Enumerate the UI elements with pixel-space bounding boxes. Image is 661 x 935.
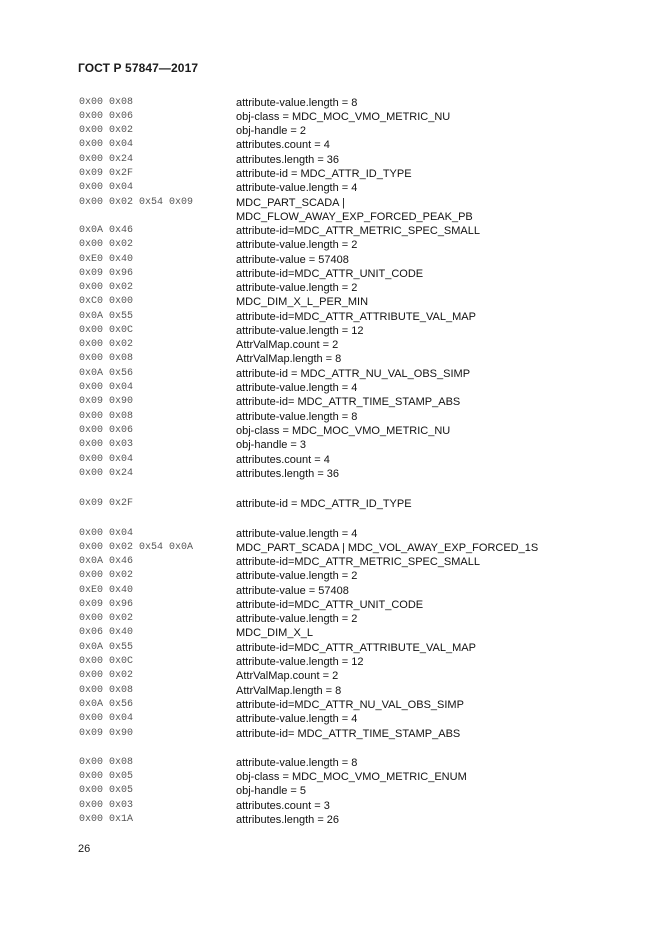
- table-row: [0, 181, 661, 195]
- field-description: obj-handle = 3: [236, 439, 307, 451]
- field-description: obj-handle = 5: [236, 785, 307, 797]
- table-row: [0, 669, 661, 683]
- hex-bytes: 0x00 0x08: [79, 685, 134, 696]
- table-row: [0, 138, 661, 152]
- table-row: [0, 153, 661, 167]
- table-row: [0, 210, 661, 224]
- hex-bytes: 0x0A 0x55: [79, 311, 134, 322]
- hex-bytes: 0x00 0x02: [79, 239, 134, 250]
- field-description: attribute-value.length = 2: [236, 239, 358, 251]
- table-row: [0, 338, 661, 352]
- field-description: attribute-value.length = 4: [236, 382, 358, 394]
- hex-bytes: 0xE0 0x40: [79, 585, 134, 596]
- table-row: [0, 555, 661, 569]
- field-description: attribute-value.length = 8: [236, 97, 358, 109]
- field-description: attributes.count = 4: [236, 454, 330, 466]
- table-row: [0, 584, 661, 598]
- field-description: AttrValMap.count = 2: [236, 339, 339, 351]
- hex-bytes: 0x00 0x06: [79, 111, 134, 122]
- table-row: [0, 727, 661, 741]
- hex-bytes: 0x00 0x0C: [79, 325, 134, 336]
- hex-bytes: 0x00 0x02: [79, 339, 134, 350]
- field-description: AttrValMap.count = 2: [236, 670, 339, 682]
- field-description: attribute-id= MDC_ATTR_TIME_STAMP_ABS: [236, 728, 461, 740]
- field-description: MDC_DIM_X_L_PER_MIN: [236, 296, 369, 308]
- hex-bytes: 0x09 0x90: [79, 728, 134, 739]
- hex-bytes: 0x09 0x2F: [79, 168, 134, 179]
- field-description: MDC_PART_SCADA |: [236, 197, 345, 209]
- field-description: AttrValMap.length = 8: [236, 353, 342, 365]
- hex-bytes: 0x00 0x04: [79, 382, 134, 393]
- field-description: obj-class = MDC_MOC_VMO_METRIC_NU: [236, 111, 451, 123]
- hex-bytes: 0x00 0x04: [79, 182, 134, 193]
- field-description: attribute-id=MDC_ATTR_ATTRIBUTE_VAL_MAP: [236, 642, 476, 654]
- table-row: [0, 799, 661, 813]
- table-row: [0, 569, 661, 583]
- table-row: [0, 167, 661, 181]
- field-description: attribute-value.length = 2: [236, 613, 358, 625]
- field-description: attribute-value.length = 2: [236, 282, 358, 294]
- table-row: [0, 196, 661, 210]
- table-row: [0, 381, 661, 395]
- table-row: [0, 367, 661, 381]
- table-row: [0, 684, 661, 698]
- field-description: attribute-id= MDC_ATTR_TIME_STAMP_ABS: [236, 396, 461, 408]
- hex-bytes: 0x00 0x04: [79, 713, 134, 724]
- hex-bytes: 0x00 0x24: [79, 154, 134, 165]
- field-description: attribute-id=MDC_ATTR_METRIC_SPEC_SMALL: [236, 556, 481, 568]
- hex-bytes: 0x00 0x03: [79, 439, 134, 450]
- hex-bytes: 0x00 0x24: [79, 468, 134, 479]
- hex-bytes: 0x00 0x08: [79, 411, 134, 422]
- hex-bytes: 0x00 0x05: [79, 785, 134, 796]
- hex-bytes: 0x00 0x02: [79, 670, 134, 681]
- table-row: [0, 424, 661, 438]
- field-description: attribute-value.length = 8: [236, 411, 358, 423]
- hex-bytes: 0x00 0x05: [79, 771, 134, 782]
- field-description: obj-handle = 2: [236, 125, 307, 137]
- table-row: [0, 497, 661, 511]
- hex-bytes: 0x0A 0x56: [79, 368, 134, 379]
- field-description: attribute-value = 57408: [236, 254, 349, 266]
- table-row: [0, 612, 661, 626]
- hex-bytes: 0x00 0x08: [79, 757, 134, 768]
- table-row: [0, 655, 661, 669]
- table-row: [0, 295, 661, 309]
- hex-bytes: 0x0A 0x55: [79, 642, 134, 653]
- hex-bytes: 0x00 0x02: [79, 613, 134, 624]
- field-description: MDC_DIM_X_L: [236, 627, 314, 639]
- hex-bytes: 0xE0 0x40: [79, 254, 134, 265]
- table-row: [0, 541, 661, 555]
- hex-bytes: 0x0A 0x46: [79, 556, 134, 567]
- field-description: attribute-value.length = 2: [236, 570, 358, 582]
- hex-bytes: 0x00 0x02: [79, 125, 134, 136]
- field-description: attributes.count = 3: [236, 800, 330, 812]
- table-row: [0, 598, 661, 612]
- hex-bytes: 0x00 0x02 0x54 0x0A: [79, 542, 194, 553]
- field-description: attribute-value = 57408: [236, 585, 349, 597]
- hex-bytes: 0x09 0x96: [79, 599, 134, 610]
- table-row: [0, 310, 661, 324]
- hex-bytes: 0x00 0x08: [79, 97, 134, 108]
- hex-bytes: 0x06 0x40: [79, 627, 134, 638]
- hex-bytes: 0x00 0x03: [79, 800, 134, 811]
- table-row: [0, 438, 661, 452]
- hex-bytes: 0x00 0x02: [79, 570, 134, 581]
- field-description: attributes.length = 36: [236, 154, 340, 166]
- table-row: [0, 96, 661, 110]
- field-description: attribute-id=MDC_ATTR_METRIC_SPEC_SMALL: [236, 225, 481, 237]
- hex-bytes: 0x09 0x96: [79, 268, 134, 279]
- field-description: MDC_PART_SCADA | MDC_VOL_AWAY_EXP_FORCED_1S: [236, 542, 539, 554]
- hex-bytes: 0x09 0x90: [79, 396, 134, 407]
- table-row: [0, 453, 661, 467]
- table-row: [0, 253, 661, 267]
- document-header: ГОСТ Р 57847—2017: [78, 61, 199, 75]
- field-description: obj-class = MDC_MOC_VMO_METRIC_NU: [236, 425, 451, 437]
- table-row: [0, 410, 661, 424]
- field-description: attribute-value.length = 4: [236, 528, 358, 540]
- field-description: attribute-value.length = 4: [236, 182, 358, 194]
- hex-bytes: 0x00 0x08: [79, 353, 134, 364]
- table-row: [0, 784, 661, 798]
- hex-bytes: 0xC0 0x00: [79, 296, 134, 307]
- hex-bytes: 0x09 0x2F: [79, 498, 134, 509]
- table-row: [0, 698, 661, 712]
- field-description: attributes.length = 26: [236, 814, 340, 826]
- field-description: attribute-id=MDC_ATTR_ATTRIBUTE_VAL_MAP: [236, 311, 476, 323]
- table-row: [0, 641, 661, 655]
- table-row: [0, 395, 661, 409]
- table-row: [0, 124, 661, 138]
- hex-bytes: 0x00 0x06: [79, 425, 134, 436]
- field-description: attribute-id = MDC_ATTR_ID_TYPE: [236, 168, 412, 180]
- field-description: obj-class = MDC_MOC_VMO_METRIC_ENUM: [236, 771, 467, 783]
- table-row: [0, 110, 661, 124]
- hex-bytes: 0x00 0x04: [79, 454, 134, 465]
- field-description: attributes.length = 36: [236, 468, 340, 480]
- field-description: attribute-id = MDC_ATTR_NU_VAL_OBS_SIMP: [236, 368, 471, 380]
- hex-bytes: 0x00 0x0C: [79, 656, 134, 667]
- hex-bytes: 0x00 0x02 0x54 0x09: [79, 197, 194, 208]
- field-description: attribute-value.length = 8: [236, 757, 358, 769]
- field-description: attribute-id = MDC_ATTR_ID_TYPE: [236, 498, 412, 510]
- table-row: [0, 324, 661, 338]
- hex-bytes: 0x0A 0x56: [79, 699, 134, 710]
- field-description: attribute-value.length = 4: [236, 713, 358, 725]
- table-row: [0, 712, 661, 726]
- field-description: attribute-id=MDC_ATTR_NU_VAL_OBS_SIMP: [236, 699, 464, 711]
- field-description: attributes.count = 4: [236, 139, 330, 151]
- field-description: AttrValMap.length = 8: [236, 685, 342, 697]
- table-row: [0, 467, 661, 481]
- table-row: [0, 770, 661, 784]
- table-row: [0, 238, 661, 252]
- table-row: [0, 281, 661, 295]
- table-row: [0, 626, 661, 640]
- table-row: [0, 527, 661, 541]
- table-row: [0, 267, 661, 281]
- hex-bytes: 0x00 0x02: [79, 282, 134, 293]
- field-description: attribute-value.length = 12: [236, 325, 364, 337]
- hex-bytes: 0x0A 0x46: [79, 225, 134, 236]
- hex-bytes: 0x00 0x1A: [79, 814, 134, 825]
- table-row: [0, 813, 661, 827]
- hex-bytes: 0x00 0x04: [79, 139, 134, 150]
- field-description: attribute-id=MDC_ATTR_UNIT_CODE: [236, 268, 424, 280]
- hex-bytes: 0x00 0x04: [79, 528, 134, 539]
- field-description: attribute-id=MDC_ATTR_UNIT_CODE: [236, 599, 424, 611]
- table-row: [0, 352, 661, 366]
- table-row: [0, 224, 661, 238]
- field-description: MDC_FLOW_AWAY_EXP_FORCED_PEAK_PB: [236, 211, 473, 223]
- field-description: attribute-value.length = 12: [236, 656, 364, 668]
- table-row: [0, 756, 661, 770]
- page-number: 26: [78, 843, 91, 855]
